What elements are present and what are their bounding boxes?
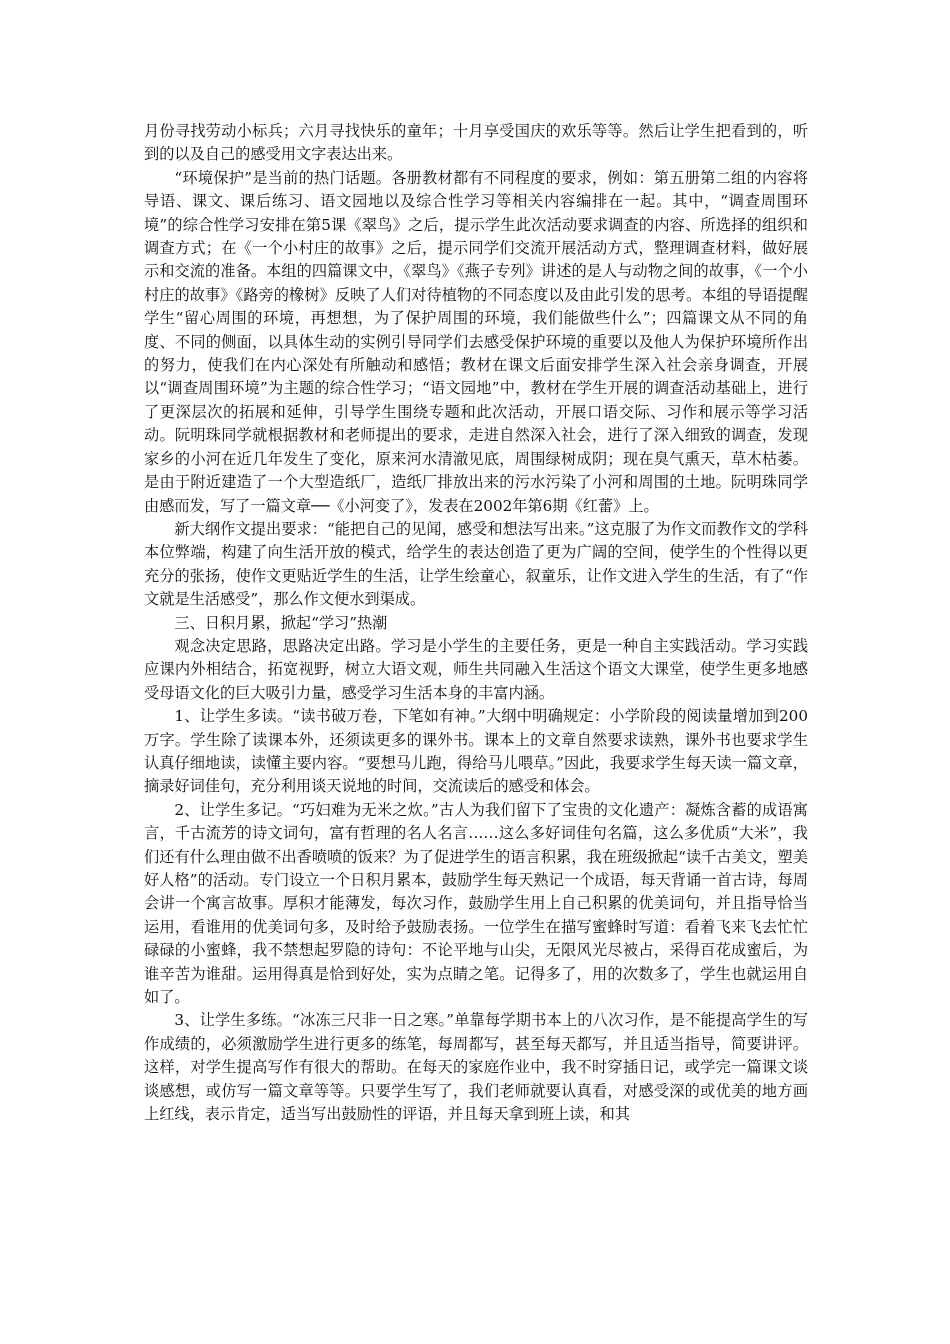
- paragraph: “环境保护”是当前的热门话题。各册教材都有不同程度的要求，例如：第五册第二组的内容将导语、课文、课后练习、语文园地以及综合性学习等相关内容编排在一起。其中，“调查周围环境”的综合性学习安排在第5课《翠鸟》之后，提示学生此次活动要求调查的内容、所选择的组织和调查方式；在《一个小村庄的故事》之后，提示同学们交流开展活动方式，整理调查材料，做好展示和交流的准备。本组的四篇课文中，《翠鸟》《燕子专列》讲述的是人与动物之间的故事，《一个小村庄的故事》《路旁的橡树》反映了人们对待植物的不同态度以及由此引发的思考。本组的导语提醒学生“留心周围的环境，再想想，为了保护周围的环境，我们能做些什么”；四篇课文从不同的角度、不同的侧面，以具体生动的实例引导同学们去感受保护环境的重要以及他人为保护环境所作出的努力，使我们在内心深处有所触动和感悟；教材在课文后面安排学生深入社会亲身调查，开展以“调查周围环境”为主题的综合性学习；“语文园地”中，教材在学生开展的调查活动基础上，进行了更深层次的拓展和延伸，引导学生围绕专题和此次活动，开展口语交际、习作和展示等学习活动。阮明珠同学就根据教材和老师提出的要求，走进自然深入社会，进行了深入细致的调查，发现家乡的小河在近几年发生了变化，原来河水清澈见底，周围绿树成阴；现在臭气熏天，草木枯萎。是由于附近建造了一个大型造纸厂，造纸厂排放出来的污水污染了小河和周围的土地。阮明珠同学由感而发，写了一篇文章──《小河变了》，发表在2002年第6期《红蕾》上。: [144, 168, 808, 515]
- section-heading: 三、日积月累，掀起“学习”热潮: [174, 613, 388, 632]
- paragraph: 1、让学生多读。“读书破万卷，下笔如有神。”大纲中明确规定：小学阶段的阅读量增加到200万字。学生除了读课本外，还须读更多的课外书。课本上的文章自然要求读熟，课外书也要求学生认真仔细地读，读懂主要内容。“要想马儿跑，得给马儿喂草。”因此，我要求学生每天读一篇文章，摘录好词佳句，充分利用谈天说地的时间，交流读后的感受和体会。: [144, 707, 808, 796]
- paragraph: 新大纲作文提出要求：“能把自己的见闻，感受和想法写出来。”这克服了为作文而教作文的学科本位弊端，构建了向生活开放的模式，给学生的表达创造了更为广阔的空间，使学生的个性得以更充分的张扬，使作文更贴近学生的生活，让学生绘童心，叙童乐，让作文进入学生的生活，有了“作文就是生活感受”，那么作文便水到渠成。: [144, 519, 808, 609]
- paragraph: 2、让学生多记。“巧妇难为无米之炊。”古人为我们留下了宝贵的文化遗产：凝炼含蓄的成语寓言，千古流芳的诗文词句，富有哲理的名人名言……这么多好词佳句名篇，这么多优质“大米”，我们还有什么理由做不出香喷喷的饭来？为了促进学生的语言积累，我在班级掀起“读千古美文，塑美好人格”的活动。专门设立一个日积月累本，鼓励学生每天熟记一个成语，每天背诵一首古诗，每周会讲一个寓言故事。厚积才能薄发，每次习作，鼓励学生用上自己积累的优美词句，并且指导恰当运用，看谁用的优美词句多，及时给予鼓励表扬。一位学生在描写蜜蜂时写道：看着飞来飞去忙忙碌碌的小蜜蜂，我不禁想起罗隐的诗句：不论平地与山尖，无限风光尽被占，采得百花成蜜后，为谁辛苦为谁甜。运用得真是恰到好处，实为点睛之笔。记得多了，用的次数多了，学生也就运用自如了。: [144, 800, 808, 1007]
- paragraph: 月份寻找劳动小标兵；六月寻找快乐的童年；十月享受国庆的欢乐等等。然后让学生把看到的，听到的以及自己的感受用文字表达出来。: [144, 122, 808, 164]
- document-body: [144, 120, 808, 1126]
- paragraph: 3、让学生多练。“冰冻三尺非一日之寒。”单靠每学期书本上的八次习作，是不能提高学生的写作成绩的，必须激励学生进行更多的练笔，每周都写，甚至每天都写，并且适当指导，简要讲评。这样，对学生提高写作有很大的帮助。在每天的家庭作业中，我不时穿插日记，或学完一篇课文谈谈感想，或仿写一篇文章等等。只要学生写了，我们老师就要认真看，对感受深的或优美的地方画上红线，表示肯定，适当写出鼓励性的评语，并且每天拿到班上读，和其: [144, 1011, 808, 1124]
- paragraph: 观念决定思路，思路决定出路。学习是小学生的主要任务，更是一种自主实践活动。学习实践应课内外相结合，拓宽视野，树立大语文观，师生共同融入生活这个语文大课堂，使学生更多地感受母语文化的巨大吸引力量，感受学习生活本身的丰富内涵。: [144, 636, 808, 702]
